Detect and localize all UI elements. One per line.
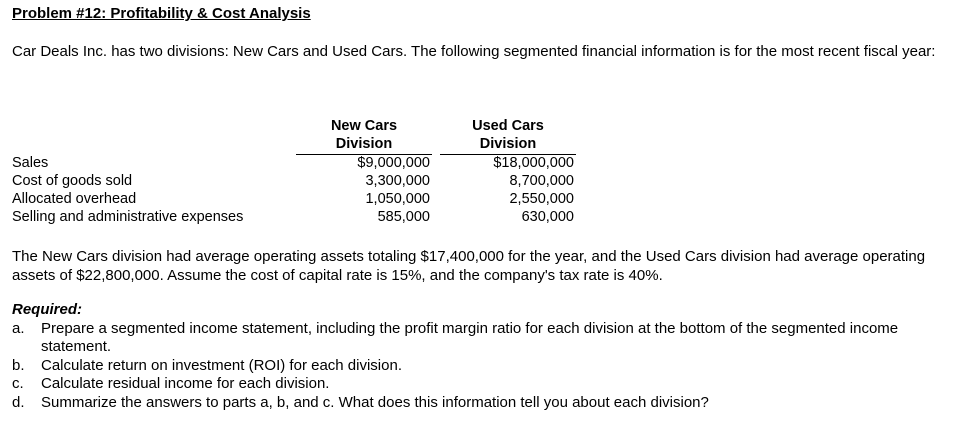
value-used-cogs: 8,700,000	[509, 173, 574, 189]
required-item-letter: a.	[12, 320, 25, 337]
column-header-new-cars-line2: Division	[335, 136, 393, 152]
column-header-used-cars	[440, 117, 576, 153]
column-header-new-cars	[296, 117, 432, 153]
required-item-letter: c.	[12, 375, 24, 392]
row-label-sales: Sales	[12, 155, 49, 171]
value-new-sales: $9,000,000	[357, 155, 430, 171]
row-label-cogs: Cost of goods sold	[12, 173, 133, 189]
row-label-selling-admin: Selling and administrative expenses	[12, 209, 244, 225]
required-item-text: Prepare a segmented income statement, including the profit margin ratio for each division at the bottom of the segmented income statement.	[41, 320, 899, 355]
required-item-d	[12, 394, 972, 412]
problem-page	[12, 0, 972, 425]
required-heading: Required:	[12, 301, 83, 318]
intro-text: Car Deals Inc. has two divisions: New Cars and Used Cars. The following segmented financial information is for the most recent fiscal year:	[12, 43, 936, 60]
required-item-a	[12, 320, 972, 356]
required-item-text: Summarize the answers to parts a, b, and c. What does this information tell you about each division?	[41, 394, 709, 411]
operating-assets-paragraph: The New Cars division had average operating assets totaling $17,400,000 for the year, and the Used Cars division had average operating assets of $22,800,000. Assume the cost of capital rate is 15%, and the company's tax rate is 40%.	[12, 248, 926, 284]
value-new-cogs: 3,300,000	[365, 173, 430, 189]
required-item-letter: d.	[12, 394, 25, 411]
required-item-b	[12, 357, 972, 375]
column-header-used-cars-line2: Division	[479, 136, 537, 152]
column-header-new-cars-line1: New Cars	[330, 118, 398, 134]
required-item-text: Calculate return on investment (ROI) for each division.	[41, 357, 402, 374]
value-new-selling-admin: 585,000	[377, 209, 430, 225]
required-item-text: Calculate residual income for each division.	[41, 375, 330, 392]
value-new-overhead: 1,050,000	[365, 191, 430, 207]
row-label-overhead: Allocated overhead	[12, 191, 137, 207]
value-used-selling-admin: 630,000	[521, 209, 574, 225]
value-used-overhead: 2,550,000	[509, 191, 574, 207]
required-item-c	[12, 375, 972, 393]
problem-title: Problem #12: Profitability & Cost Analysis	[12, 5, 311, 22]
value-used-sales: $18,000,000	[493, 155, 574, 171]
required-item-letter: b.	[12, 357, 25, 374]
column-header-used-cars-line1: Used Cars	[472, 118, 544, 134]
